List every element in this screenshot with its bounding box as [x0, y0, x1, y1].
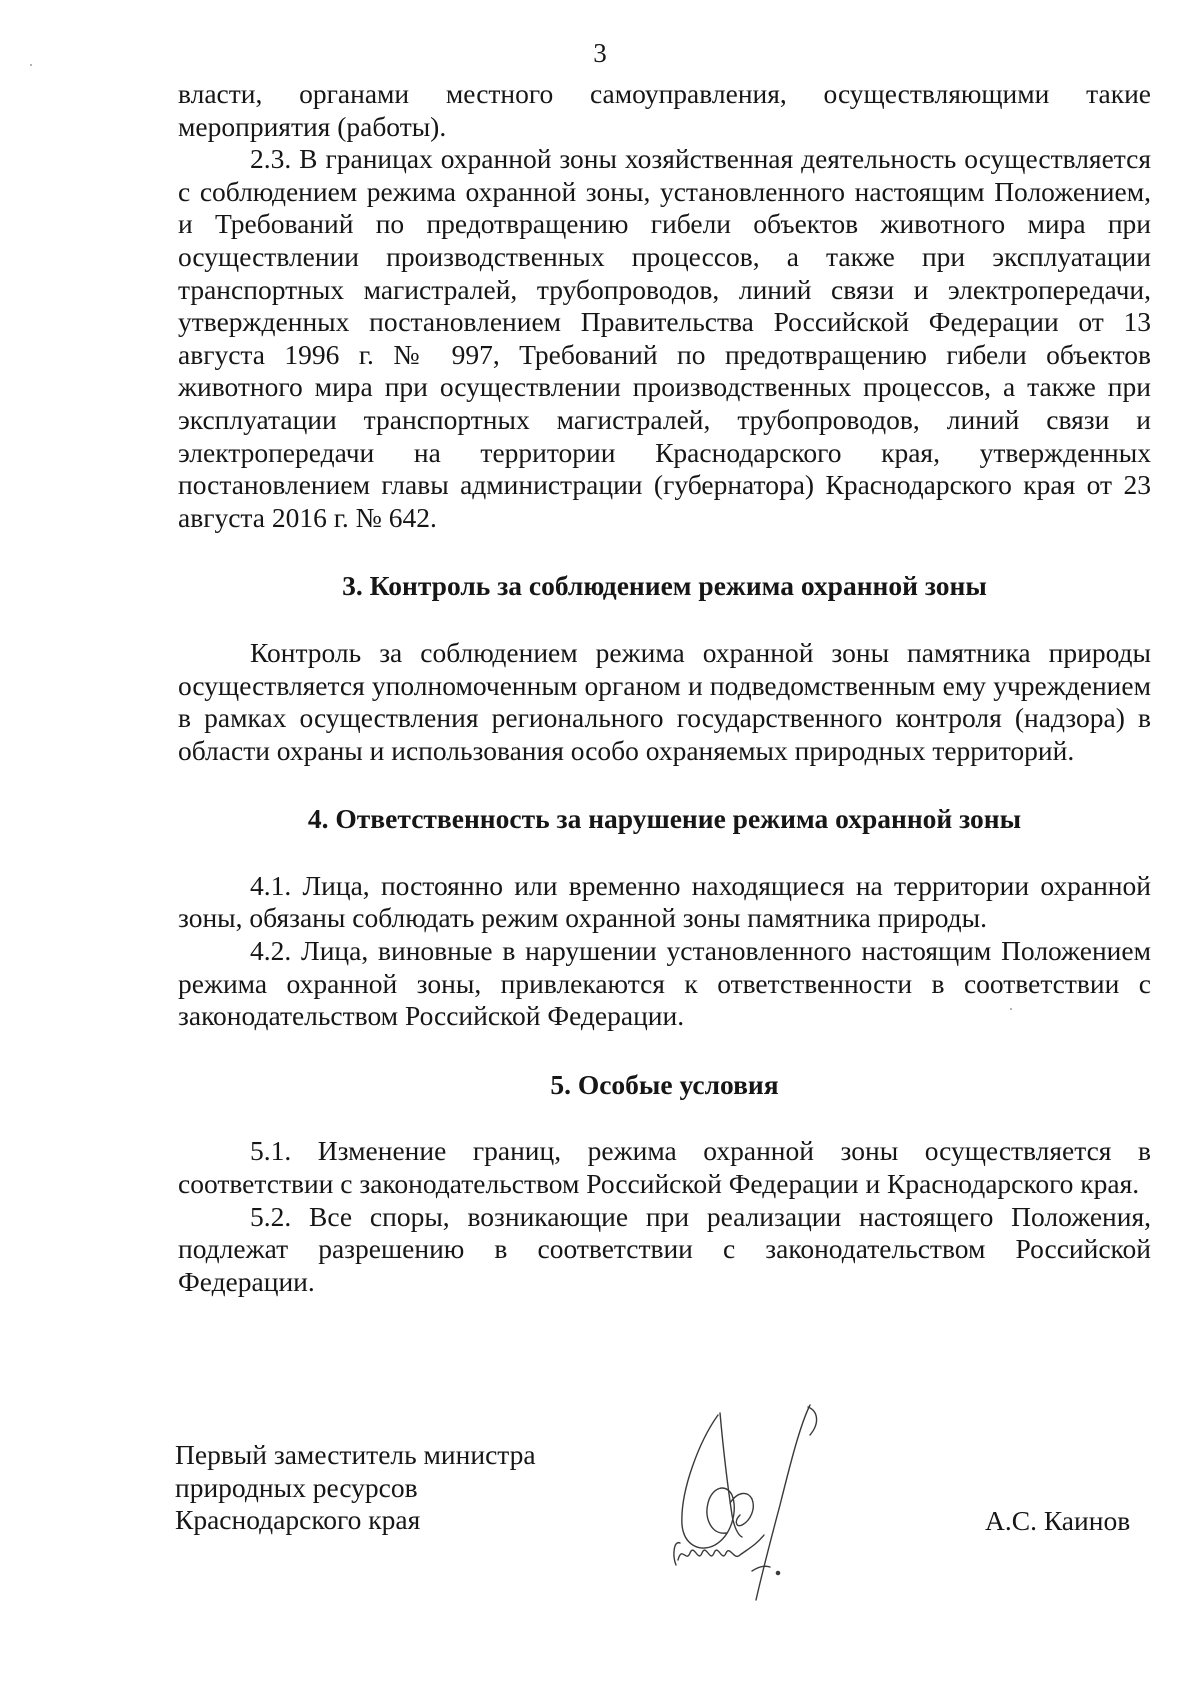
- clause-2-3: 2.3. В границах охранной зоны хозяйственная деятельность осуществляется с соблюдением режима охранной зоны, установленного настоящим Положением, и Требований по предотвращению гибели объектов животного мира при осуществлении производственных процессов, а также при эксплуатации транспортных магистралей, трубопроводов, линий связи и электропередачи, утвержденных постановлением Правительства Российской Федерации от 13 августа 1996 г. № 997, Требований по предотвращению гибели объектов животного мира при осуществлении производственных процессов, а также при эксплуатации транспортных магистралей, трубопроводов, линий связи и электропередачи на территории Краснодарского края, утвержденных постановлением главы администрации (губернатора) Краснодарского края от 23 августа 2016 г. № 642.: [178, 143, 1151, 533]
- signatory-position-line-3: Краснодарского края: [175, 1504, 421, 1535]
- page-number: 3: [593, 38, 607, 68]
- clause-4-2: 4.2. Лица, виновные в нарушении установленного настоящим Положением режима охранной зоны, привлекаются к ответственности в соответствии с законодательством Российской Федерации.: [178, 935, 1151, 1032]
- signatory-position-line-2: природных ресурсов: [175, 1471, 418, 1503]
- scan-speck: [1010, 1008, 1012, 1010]
- signatory-name: А.С. Каинов: [985, 1505, 1131, 1536]
- clause-5-1: 5.1. Изменение границ, режима охранной зоны осуществляется в соответствии с законодательством Российской Федерации и Краснодарского края.: [178, 1135, 1151, 1200]
- scan-speck: [30, 64, 32, 66]
- section-4-heading: 4. Ответственность за нарушение режима охранной зоны: [307, 803, 1022, 835]
- intro-continuation: власти, органами местного самоуправления, осуществляющими такие мероприятия (работы).: [178, 78, 1151, 142]
- clause-4-1: 4.1. Лица, постоянно или временно находящиеся на территории охранной зоны, обязаны соблюдать режим охранной зоны памятника природы.: [178, 869, 1151, 934]
- handwritten-signature: [660, 1395, 870, 1610]
- section-3-text: Контроль за соблюдением режима охранной зоны памятника природы осуществляется уполномоченным органом и подведомственным ему учреждением в рамках осуществления регионального государственного контроля (надзора) в области охраны и использования особо охраняемых природных территорий.: [178, 636, 1151, 766]
- section-3-heading: 3. Контроль за соблюдением режима охранной зоны: [342, 570, 987, 602]
- signatory-position: [175, 1439, 536, 1537]
- section-5-heading: 5. Особые условия: [550, 1068, 779, 1100]
- document-body: [178, 78, 1151, 1298]
- signatory-position-line-1: Первый заместитель министра: [175, 1439, 536, 1470]
- clause-5-2: 5.2. Все споры, возникающие при реализации настоящего Положения, подлежат разрешению в соответствии с законодательством Российской Федерации.: [178, 1200, 1151, 1297]
